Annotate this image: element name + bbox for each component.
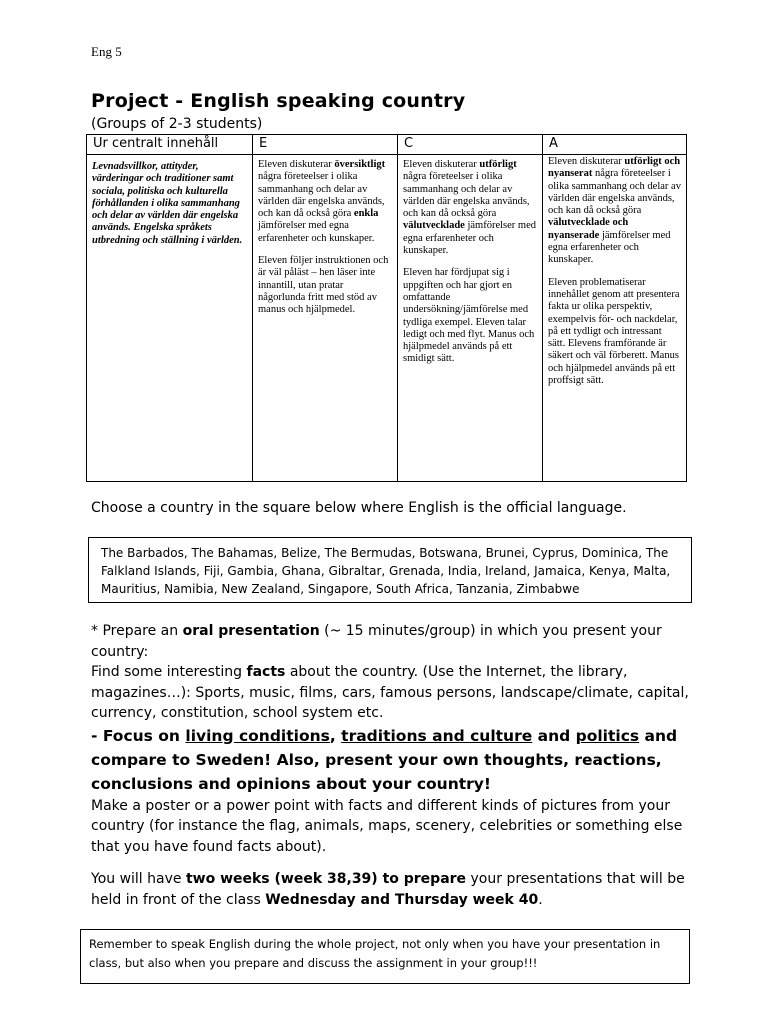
- rubric-grade-e-cell: [253, 155, 398, 482]
- instruction-emphasis: oral presentation: [182, 623, 320, 639]
- reminder-box: [80, 929, 690, 984]
- grade-e-text: Eleven diskuterar: [258, 159, 335, 170]
- grade-e-emphasis: enkla: [353, 208, 379, 220]
- grade-c-emphasis: utförligt: [479, 159, 517, 170]
- reminder-text: Remember to speak English during the whole project, not only when you have your presentation in class, but also when you prepare and discuss the assignment in your group!!!: [89, 937, 661, 970]
- grade-c-emphasis: välutvecklade: [403, 220, 465, 232]
- rubric-grade-c-cell: [398, 155, 543, 482]
- choose-country-instruction: Choose a country in the square below where English is the official language.: [91, 500, 627, 516]
- grade-a-emphasis: välutvecklade och nyanserade: [548, 217, 629, 241]
- grade-c-presentation-text: Eleven har fördjupat sig i uppgiften och har gjort en omfattande undersökning/jämförelse med tydliga exempel. Eleven talar ledigt och med flyt. Manus och hjälpmedel används på ett smidigt sätt.: [403, 267, 535, 365]
- focus-text: ,: [329, 726, 342, 745]
- grading-rubric-table: [86, 134, 687, 482]
- schedule-emphasis: two weeks (week 38,39) to prepare: [185, 871, 467, 887]
- focus-text: and: [532, 726, 576, 745]
- grade-c-text: Eleven diskuterar: [403, 159, 480, 170]
- country-list-text: The Barbados, The Bahamas, Belize, The Bermudas, Botswana, Brunei, Cyprus, Dominica, The Falkland Islands, Fiji, Gambia, Ghana, Gibraltar, Grenada, India, Ireland, Jamaica, Kenya, Malta, Mauritius, Namibia, New Zealand, Singapore, South Africa, Tanzania, Zimbabwe: [101, 546, 671, 596]
- focus-paragraph: [91, 724, 691, 796]
- schedule-paragraph: [91, 869, 691, 910]
- schedule-text: You will have: [91, 871, 186, 887]
- grade-e-presentation-text: Eleven följer instruktionen och är väl påläst – hen läser inte innantill, utan pratar någorlunda fritt med stöd av manus och hjälpmedel.: [258, 255, 389, 316]
- rubric-grade-a-cell: [543, 155, 687, 482]
- facts-paragraph: [91, 662, 691, 724]
- rubric-header-c: C: [398, 135, 543, 155]
- schedule-text: your presentations that will be held in front of the class: [91, 871, 685, 908]
- instruction-text: Find some interesting: [91, 664, 247, 680]
- focus-underlined: living conditions: [185, 726, 330, 745]
- grade-c-text: jämförelser med egna erfarenheter och kunskaper.: [403, 220, 536, 257]
- rubric-header-content: Ur centralt innehåll: [87, 135, 253, 155]
- page-header-label: Eng 5: [91, 44, 122, 59]
- focus-text: - Focus on: [91, 726, 186, 745]
- instruction-text: about the country. (Use the Internet, the library, magazines…): Sports, music, films, cars, famous persons, landscape/climate, capital, currency, constitution, school system etc.: [91, 664, 689, 721]
- grade-e-emphasis: översiktligt: [334, 159, 386, 170]
- schedule-emphasis: Wednesday and Thursday week 40: [265, 891, 539, 908]
- rubric-header-a: A: [543, 135, 687, 155]
- oral-presentation-paragraph: [91, 621, 691, 662]
- poster-paragraph: Make a poster or a power point with facts and different kinds of pictures from your country (for instance the flag, animals, maps, scenery, celebrities or something else that you have found facts about).: [91, 797, 683, 855]
- page-subtitle: (Groups of 2-3 students): [91, 116, 263, 132]
- grade-e-text: några företeelser i olika sammanhang och delar av världen där engelska används, och kan då också göra: [258, 171, 385, 220]
- country-list-box: [88, 537, 692, 603]
- focus-text: and compare to Sweden! Also, present your own thoughts, reactions, conclusions and opinions about your country!: [91, 726, 678, 793]
- grade-a-text: Eleven diskuterar: [548, 156, 625, 167]
- grade-a-emphasis: utförligt och nyanserat: [548, 156, 681, 180]
- instruction-text: * Prepare an: [91, 623, 183, 639]
- grade-a-text: jämförelser med egna erfarenheter och kunskaper.: [548, 229, 671, 266]
- rubric-header-row: [87, 135, 687, 155]
- focus-underlined: politics: [575, 726, 640, 745]
- grade-a-text: några företeelser i olika sammanhang och delar av världen där engelska används, och kan då också göra: [548, 168, 681, 217]
- focus-underlined: traditions and culture: [341, 726, 533, 745]
- grade-c-text: några företeelser i olika sammanhang och delar av världen där engelska används, och kan då också göra: [403, 171, 530, 220]
- instruction-text: (~ 15 minutes/group) in which you present your country:: [91, 623, 662, 660]
- grade-a-presentation-text: Eleven problematiserar innehållet genom att presentera fakta ur olika perspektiv, exempelvis för- och nackdelar, på ett tydligt och intressant sätt. Elevens framförande är säkert och väl förberett. Manus och hjälpmedel används på ett proffsigt sätt.: [548, 276, 680, 387]
- grade-e-text: jämförelser med egna erfarenheter och kunskaper.: [258, 220, 375, 244]
- rubric-header-e: E: [253, 135, 398, 155]
- schedule-text: .: [538, 891, 543, 908]
- assignment-instructions: [91, 621, 691, 910]
- rubric-central-content-cell: Levnadsvillkor, attityder, värderingar och traditioner samt sociala, politiska och kulturella förhållanden i olika sammanhang och delar av världen där engelska används. Engelska språkets utbredning och ställning i världen.: [87, 155, 253, 482]
- page-title: Project - English speaking country: [91, 90, 466, 112]
- instruction-emphasis: facts: [246, 664, 286, 680]
- rubric-body-row: [87, 155, 687, 482]
